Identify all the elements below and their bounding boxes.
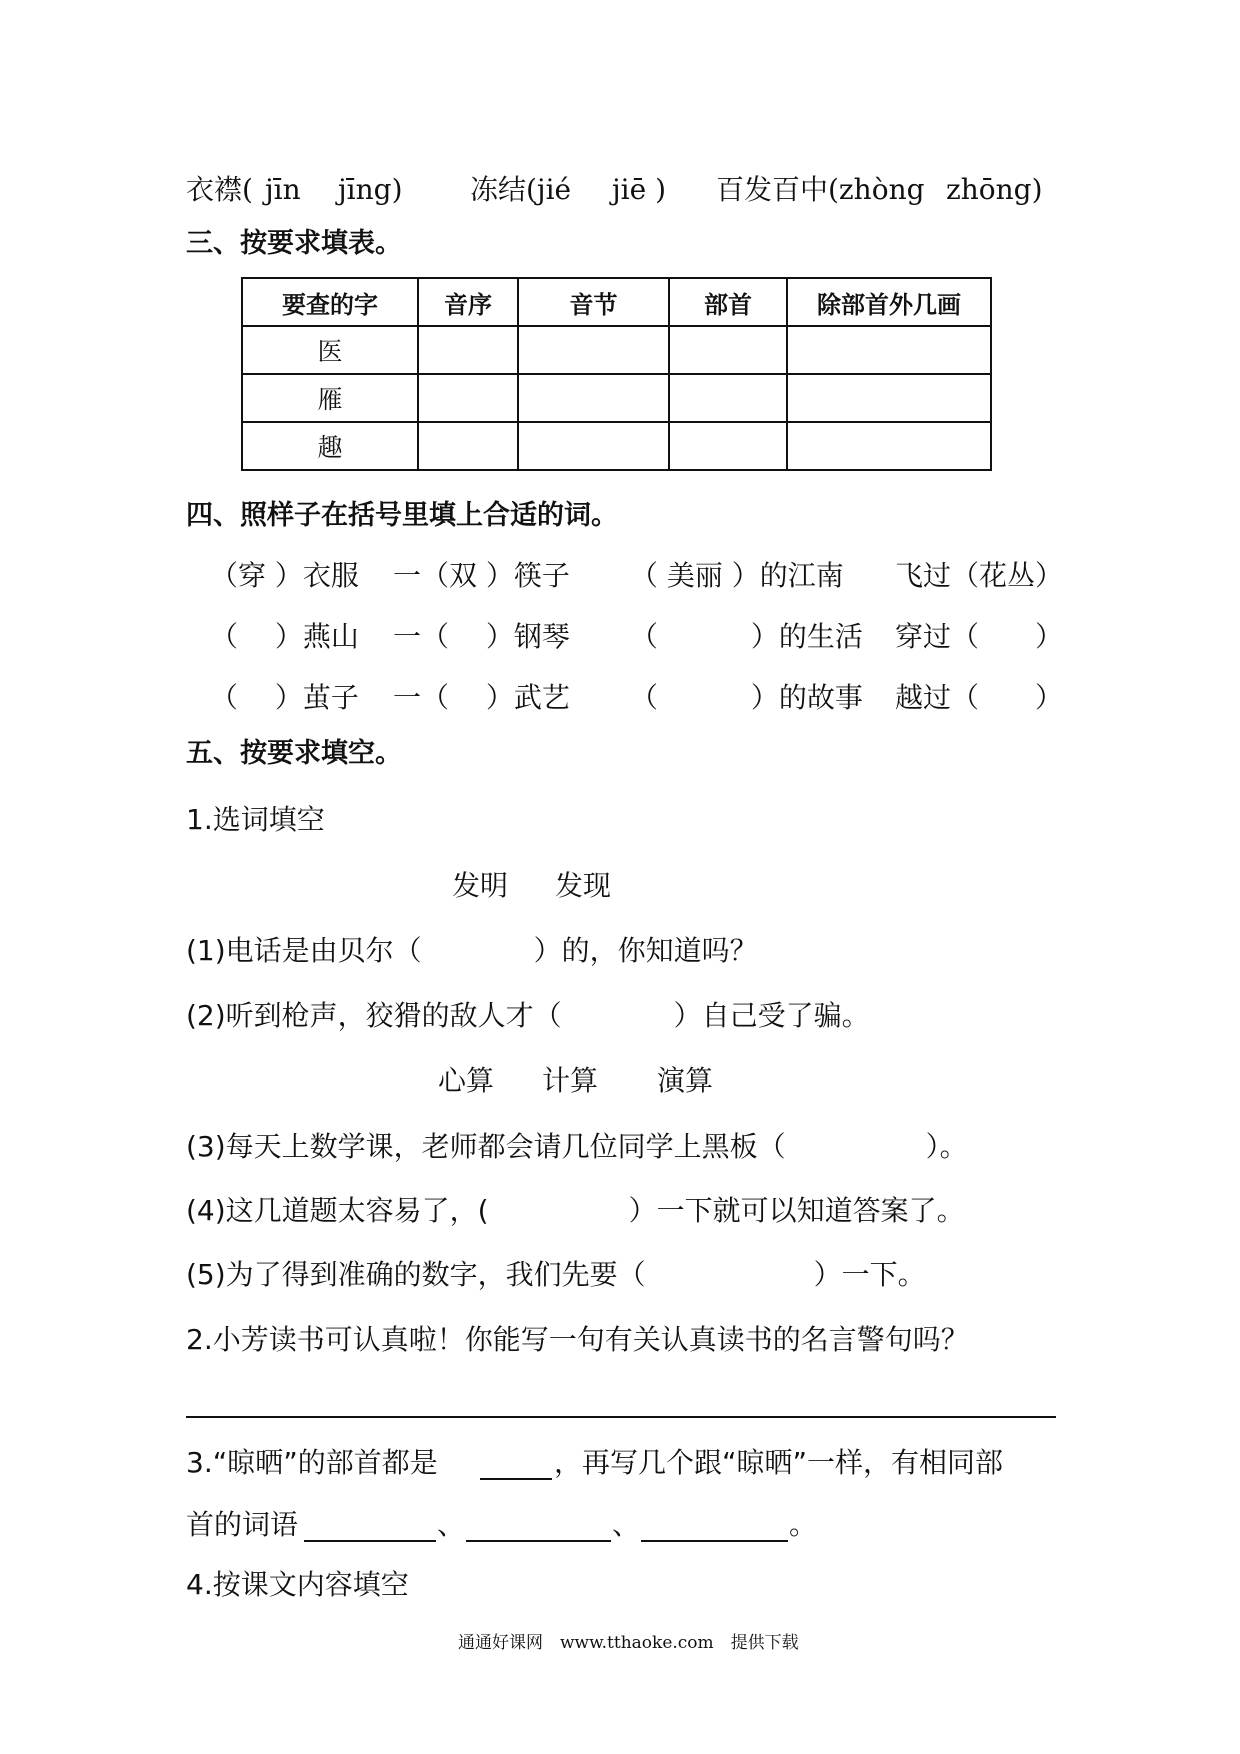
sentence-4: (4)这几道题太容易了，( ）一下就可以知道答案了。 (186, 1194, 965, 1227)
pinyin-word-1-char: 衣襟( (186, 173, 253, 206)
sentence-2: (2)听到枪声，狡猾的敌人才（ ）自己受了骗。 (186, 999, 870, 1032)
header-strokes: 除部首外几画 (787, 278, 991, 326)
choice-word: 计算 (542, 1064, 599, 1097)
section-3-heading: 三、按要求填表。 (186, 228, 402, 259)
fill-item: 越过（ ） (895, 681, 1064, 714)
question-3-part-b: ，再写几个跟“晾晒”一样，有相同部 (554, 1446, 1004, 1479)
sentence-end: 。 (789, 1508, 818, 1541)
answer-blank[interactable] (304, 1540, 436, 1542)
answer-blank[interactable] (466, 1540, 611, 1542)
table-row (242, 374, 991, 422)
table-cell[interactable] (669, 422, 787, 470)
choice-word: 发明 (452, 869, 509, 902)
lookup-table (241, 277, 992, 471)
table-cell[interactable] (518, 422, 669, 470)
section-5-heading: 五、按要求填空。 (186, 738, 402, 769)
answer-blank[interactable] (480, 1478, 552, 1480)
choice-word: 心算 (438, 1064, 495, 1097)
pinyin-option-zhong: zhōng) (946, 173, 1043, 206)
sentence-1: (1)电话是由贝尔（ ）的，你知道吗？ (186, 934, 758, 967)
header-radical: 部首 (669, 278, 787, 326)
question-4: 4.按课文内容填空 (186, 1568, 409, 1601)
table-row (242, 422, 991, 470)
fill-item: 一（双 ）筷子 (393, 559, 570, 592)
table-cell[interactable] (518, 326, 669, 374)
answer-blank[interactable] (641, 1540, 788, 1542)
header-char: 要查的字 (242, 278, 418, 326)
fill-item: （ ）茧子 (210, 681, 359, 714)
fill-item: （ ）燕山 (210, 620, 359, 653)
table-cell[interactable] (669, 326, 787, 374)
choice-word: 发现 (555, 869, 612, 902)
question-2: 2.小芳读书可认真啦！你能写一句有关认真读书的名言警句吗？ (186, 1323, 969, 1356)
question-3-part-c: 首的词语 (186, 1508, 299, 1541)
table-cell[interactable] (418, 326, 518, 374)
table-cell[interactable] (787, 374, 991, 422)
table-cell[interactable] (418, 374, 518, 422)
question-3-part-a: 3.“晾晒”的部首都是 (186, 1446, 438, 1479)
pinyin-option-jie: jiē ) (612, 173, 667, 206)
pinyin-option-jing: jīng) (338, 173, 403, 206)
pinyin-word-2: 冻结(jié (470, 173, 572, 206)
header-syllable: 音节 (518, 278, 669, 326)
table-row (242, 326, 991, 374)
header-order: 音序 (418, 278, 518, 326)
table-cell[interactable] (669, 374, 787, 422)
choice-word: 演算 (657, 1064, 714, 1097)
table-cell[interactable] (787, 326, 991, 374)
separator: 、 (437, 1508, 466, 1541)
pinyin-word-1 (186, 172, 253, 208)
table-char: 趣 (242, 422, 418, 470)
table-header-row (242, 278, 991, 326)
sentence-5: (5)为了得到准确的数字，我们先要（ ）一下。 (186, 1258, 926, 1291)
fill-item: （ ）的生活 (630, 620, 863, 653)
fill-item: 穿过（ ） (895, 620, 1064, 653)
table-cell[interactable] (418, 422, 518, 470)
table-char: 雁 (242, 374, 418, 422)
pinyin-word-3: 百发百中(zhòng (716, 173, 925, 206)
question-1-title: 1.选词填空 (186, 803, 325, 836)
fill-item: （穿 ）衣服 (210, 559, 359, 592)
answer-line[interactable] (186, 1416, 1056, 1418)
table-char: 医 (242, 326, 418, 374)
table-cell[interactable] (518, 374, 669, 422)
fill-item: （ ）的故事 (630, 681, 863, 714)
page-footer: 通通好课网 www.tthaoke.com 提供下载 (458, 1633, 799, 1653)
pinyin-option-jin: jīn (265, 173, 301, 206)
fill-item: 一（ ）钢琴 (393, 620, 570, 653)
fill-item: 飞过（花丛） (895, 559, 1064, 592)
section-4-heading: 四、照样子在括号里填上合适的词。 (186, 500, 618, 531)
separator: 、 (612, 1508, 641, 1541)
fill-item: 一（ ）武艺 (393, 681, 570, 714)
fill-item: （ 美丽 ）的江南 (630, 559, 844, 592)
table-cell[interactable] (787, 422, 991, 470)
sentence-3: (3)每天上数学课，老师都会请几位同学上黑板（ ）。 (186, 1130, 968, 1163)
